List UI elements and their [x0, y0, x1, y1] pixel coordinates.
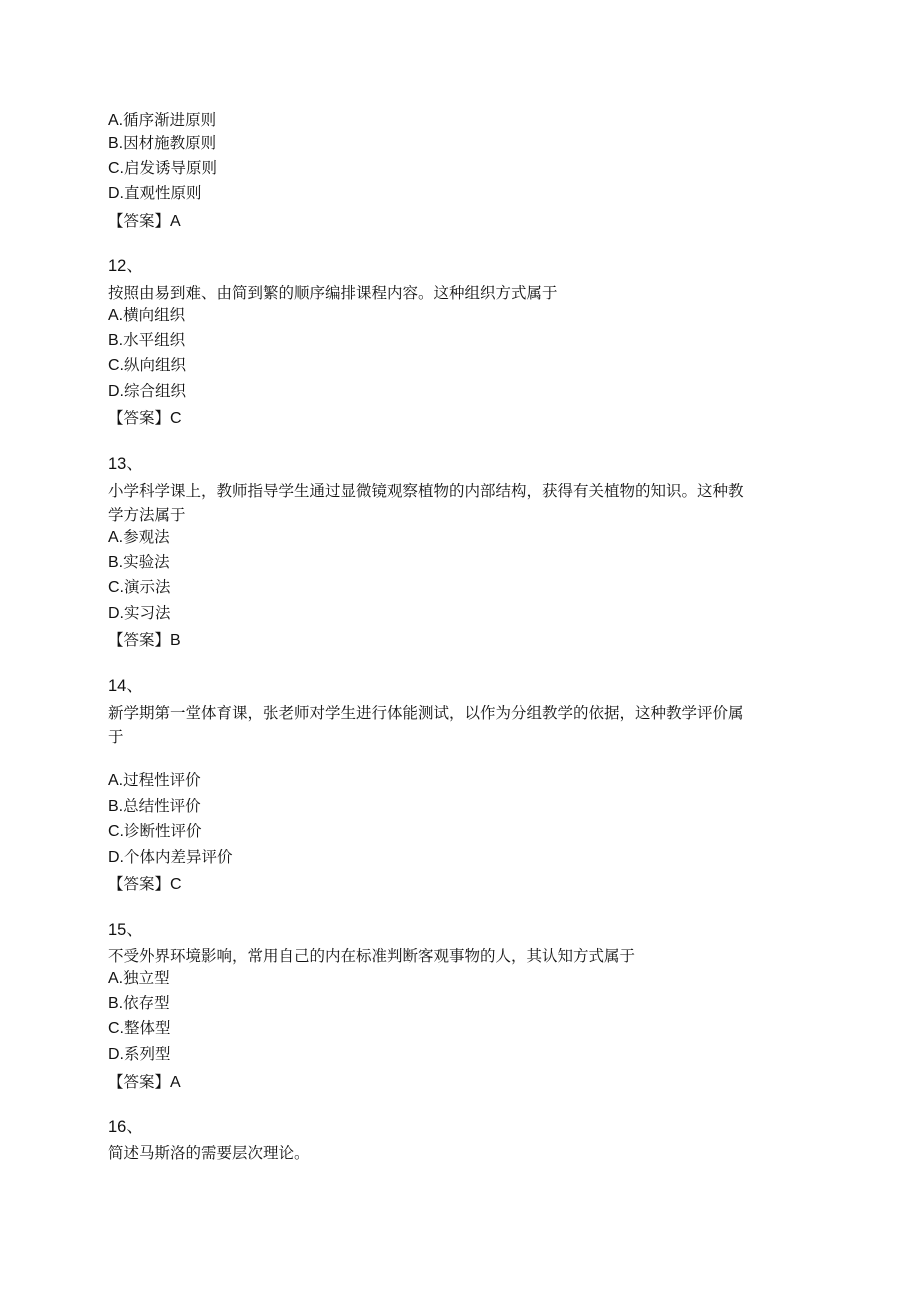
answer-label: 【答案】 — [108, 1073, 171, 1091]
option-d — [108, 381, 186, 402]
option-letter: C. — [108, 357, 124, 374]
answer-line — [108, 408, 182, 429]
option-letter: D. — [108, 849, 124, 866]
option-letter: C. — [108, 1020, 124, 1037]
option-a — [108, 527, 170, 548]
question-number: 12、 — [108, 257, 143, 275]
option-letter: A. — [108, 529, 124, 546]
question-stem: 简述马斯洛的需要层次理论。 — [108, 1144, 310, 1162]
option-b — [108, 330, 185, 351]
option-letter: C. — [108, 579, 124, 596]
option-b — [108, 133, 216, 154]
answer-value: C — [170, 410, 182, 427]
option-text: 总结性评价 — [123, 797, 201, 815]
option-d — [108, 847, 233, 868]
answer-line — [108, 211, 181, 232]
option-c — [108, 577, 171, 598]
option-b — [108, 993, 170, 1014]
option-letter: B. — [108, 332, 124, 349]
option-a — [108, 305, 185, 326]
question-stem-line-1: 小学科学课上，教师指导学生通过显微镜观察植物的内部结构，获得有关植物的知识。这种教 — [108, 482, 744, 500]
option-text: 纵向组织 — [124, 356, 187, 374]
option-a — [108, 770, 201, 791]
option-text: 水平组织 — [123, 331, 186, 349]
answer-value: A — [170, 1074, 181, 1091]
option-text: 启发诱导原则 — [124, 159, 218, 177]
option-text: 依存型 — [123, 994, 170, 1012]
option-text: 整体型 — [124, 1019, 171, 1037]
option-letter: D. — [108, 185, 124, 202]
option-letter: B. — [108, 135, 124, 152]
option-text: 直观性原则 — [124, 184, 202, 202]
option-letter: B. — [108, 798, 124, 815]
answer-value: A — [170, 213, 181, 230]
option-text: 系列型 — [124, 1045, 171, 1063]
question-stem: 不受外界环境影响，常用自己的内在标准判断客观事物的人，其认知方式属于 — [108, 947, 636, 965]
answer-value: B — [170, 632, 181, 649]
option-d — [108, 603, 171, 624]
option-text: 横向组织 — [123, 306, 186, 324]
question-stem-line-2: 于 — [108, 728, 124, 746]
answer-label: 【答案】 — [108, 875, 171, 893]
question-stem-line-1: 新学期第一堂体育课，张老师对学生进行体能测试，以作为分组教学的依据，这种教学评价属 — [108, 704, 744, 722]
option-c — [108, 1018, 171, 1039]
question-number: 14、 — [108, 677, 143, 695]
option-text: 过程性评价 — [123, 771, 201, 789]
option-text: 因材施教原则 — [123, 134, 217, 152]
option-a — [108, 968, 170, 989]
answer-line — [108, 1072, 181, 1093]
answer-label: 【答案】 — [108, 212, 171, 230]
question-number: 15、 — [108, 921, 143, 939]
option-b — [108, 796, 201, 817]
option-d — [108, 1044, 171, 1065]
option-text: 演示法 — [124, 578, 171, 596]
option-c — [108, 355, 186, 376]
option-c — [108, 821, 202, 842]
option-a — [108, 110, 216, 131]
option-letter: C. — [108, 160, 124, 177]
question-number: 13、 — [108, 455, 143, 473]
question-stem-line-2: 学方法属于 — [108, 506, 186, 524]
answer-label: 【答案】 — [108, 409, 171, 427]
question-stem: 按照由易到难、由简到繁的顺序编排课程内容。这种组织方式属于 — [108, 284, 558, 302]
option-text: 个体内差异评价 — [124, 848, 233, 866]
option-text: 参观法 — [123, 528, 170, 546]
option-letter: A. — [108, 772, 124, 789]
option-text: 综合组织 — [124, 382, 187, 400]
answer-label: 【答案】 — [108, 631, 171, 649]
option-letter: A. — [108, 112, 124, 129]
answer-value: C — [170, 876, 182, 893]
option-letter: D. — [108, 383, 124, 400]
option-d — [108, 183, 202, 204]
question-number: 16、 — [108, 1118, 143, 1136]
option-letter: A. — [108, 970, 124, 987]
option-letter: B. — [108, 554, 124, 571]
option-text: 实验法 — [123, 553, 170, 571]
option-letter: D. — [108, 605, 124, 622]
option-letter: D. — [108, 1046, 124, 1063]
answer-line — [108, 630, 181, 651]
option-c — [108, 158, 217, 179]
answer-line — [108, 874, 182, 895]
option-text: 实习法 — [124, 604, 171, 622]
option-letter: B. — [108, 995, 124, 1012]
option-b — [108, 552, 170, 573]
option-letter: C. — [108, 823, 124, 840]
option-text: 独立型 — [123, 969, 170, 987]
option-text: 诊断性评价 — [124, 822, 202, 840]
option-text: 循序渐进原则 — [123, 111, 217, 129]
option-letter: A. — [108, 307, 124, 324]
